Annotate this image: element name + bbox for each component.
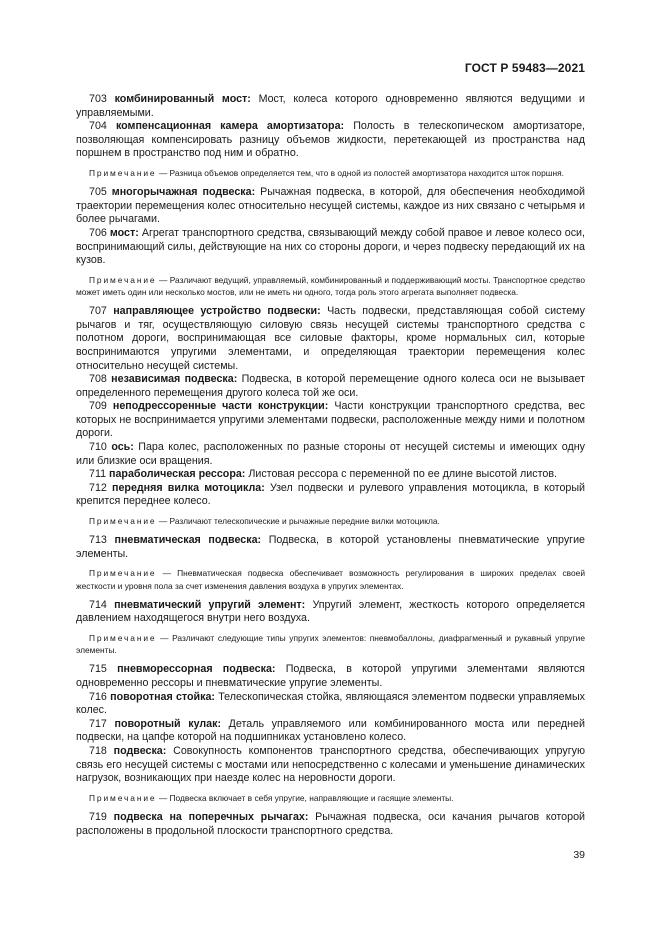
note-entry [76,167,585,179]
term-title: пневморессорная подвеска: [117,663,276,676]
term-definition: Подвеска, в которой установлены пневматические упругие элементы. [76,534,585,560]
standard-header: ГОСТ Р 59483—2021 [464,61,585,75]
term-definition: Узел подвески и рулевого управления мотоцикла, в который крепится переднее колесо. [76,481,585,508]
term-number: 711 [89,468,107,481]
term-title: поворотный кулак: [114,717,222,730]
note-label: Примечание [89,516,157,527]
term-title: компенсационная камера амортизатора: [115,120,345,133]
term-number: 705 [89,186,107,199]
term-title: пневматический упругий элемент: [114,598,306,611]
term-title: мост: [109,226,139,239]
note-label: Примечание [89,568,157,579]
note-label: Примечание [89,167,157,178]
note-label: Примечание [89,274,157,285]
term-definition: Части конструкции транспортного средства, вес которых не воспринимается упругими элементами подвески, расположенные между ними и полотном дороги. [76,400,585,440]
term-title: направляющее устройство подвески: [113,305,321,318]
term-entry [76,482,585,509]
term-definition: Совокупность компонентов транспортного средства, обеспечивающих упругую связь его несущей системы с мостами или непосредственно с колесами и уменьшение динамических нагрузок, возникающих при наезде колес на неровности дороги. [76,745,585,785]
term-definition: Подвеска, в которой упругими элементами являются одновременно рессоры и пневматические упругие элементы. [76,663,585,690]
term-number: 718 [89,745,107,757]
term-title: многорычажная подвеска: [111,186,256,199]
term-definition: Упругий элемент, жесткость которого определяется давлением находящегося внутри него воздуха. [76,598,585,625]
term-definition: Полость в телескопическом амортизаторе, позволяющая компенсировать разницу объемов жидкости, перетекающей из пространства над поршнем в пространство под ним и обратно. [76,120,585,160]
term-number: 709 [89,400,107,413]
term-entry [76,745,585,786]
term-title: ось: [111,441,134,454]
note-entry [76,567,585,591]
term-definition: Рычажная подвеска, оси качания рычагов которой расположены в продольной плоскости транспортного средства. [76,810,585,837]
term-title: комбинированный мост: [114,93,251,105]
term-definition: Пара колес, расположенных по разные стороны от несущей системы и имеющих одну или близкие оси вращения. [76,441,585,467]
term-title: передняя вилка мотоцикла: [112,481,265,494]
page-number: 39 [573,849,585,861]
terms-content [76,93,585,838]
term-number: 703 [89,93,107,105]
term-title: поворотная стойка: [110,690,215,703]
term-entry [76,663,585,690]
term-entry [76,441,585,468]
term-entry [76,227,585,268]
note-text: — Различают следующие типы упругих элементов: пневмобаллоны, диафрагменный и рукавный упругие элементы. [76,633,585,656]
term-entry [76,718,585,745]
term-number: 715 [89,663,107,676]
term-number: 707 [89,305,107,318]
term-number: 716 [89,690,107,703]
note-text: — Пневматическая подвеска обеспечивает возможность регулирования в широких пределах своей жесткости и уровня пола за счет изменения давления воздуха в упругих элементах. [76,568,586,591]
note-text: — Подвеска включает в себя упругие, направляющие и гасящие элементы. [158,792,454,803]
term-title: параболическая рессора: [109,468,246,481]
term-entry [76,186,585,227]
term-definition: Часть подвески, представляющая собой систему рычагов и тяг, осуществляющую силовую связь несущей системы транспортного средства с полотном дороги, воспринимающая все силовые факторы, кроме нормальных сил, которые воспринимаются упругими элементами, и определяющая траектории перемещения колес относительно несущей системы. [76,305,585,372]
term-entry [76,468,585,482]
term-number: 708 [89,373,107,386]
term-definition: Подвеска, в которой перемещение одного колеса оси не вызывает определенного перемещения другого колеса той же оси. [76,373,585,399]
note-label: Примечание [89,792,157,803]
term-number: 704 [89,120,107,133]
note-text: — Различают телескопические и рычажные передние вилки мотоцикла. [158,516,440,527]
term-title: подвеска: [113,745,167,757]
term-entry [76,534,585,561]
term-number: 719 [89,810,107,823]
term-number: 706 [89,226,107,239]
note-entry [76,274,585,298]
term-title: пневматическая подвеска: [114,534,262,547]
term-entry [76,400,585,441]
term-definition: Агрегат транспортного средства, связывающий между собой правое и левое колесо оси, воспринимающий силы, действующие на них со стороны дороги, и через подвеску передающий их на кузов. [76,226,585,267]
term-entry [76,373,585,400]
term-entry [76,599,585,626]
term-entry [76,305,585,373]
note-entry [76,632,585,656]
term-definition: Мост, колеса которого одновременно являются ведущими и управляемыми. [76,93,585,119]
note-entry [76,792,585,804]
term-title: подвеска на поперечных рычагах: [113,810,309,823]
term-entry [76,811,585,838]
note-text: — Различают ведущий, управляемый, комбинированный и поддерживающий мосты. Транспортное средство может иметь один или несколько мостов, или не иметь ни одного, тогда роль этого агрегата выполняет подвеска. [76,274,586,297]
term-number: 710 [89,441,107,454]
term-entry [76,691,585,718]
term-definition: Рычажная подвеска, в которой, для обеспечения необходимой траектории перемещения колес относительно несущей системы, каждое из них связано с четырьмя и более рычагами. [76,186,585,226]
note-entry [76,515,585,527]
term-entry [76,93,585,120]
note-text: — Разница объемов определяется тем, что в одной из полостей амортизатора находится шток поршня. [158,167,564,178]
term-definition: Листовая рессора с переменной по ее длине высотой листов. [248,468,557,481]
term-entry [76,120,585,161]
term-number: 714 [89,598,107,611]
term-number: 712 [89,481,107,494]
term-title: независимая подвеска: [111,373,238,386]
term-number: 717 [89,717,107,730]
term-number: 713 [89,534,107,547]
term-definition: Деталь управляемого или комбинированного моста или передней подвески, на цапфе которой на подшипниках установлено колесо. [76,717,585,744]
term-title: неподрессоренные части конструкции: [112,400,329,413]
note-label: Примечание [89,633,157,644]
term-definition: Телескопическая стойка, являющаяся элементом подвески управляемых колес. [76,690,585,717]
